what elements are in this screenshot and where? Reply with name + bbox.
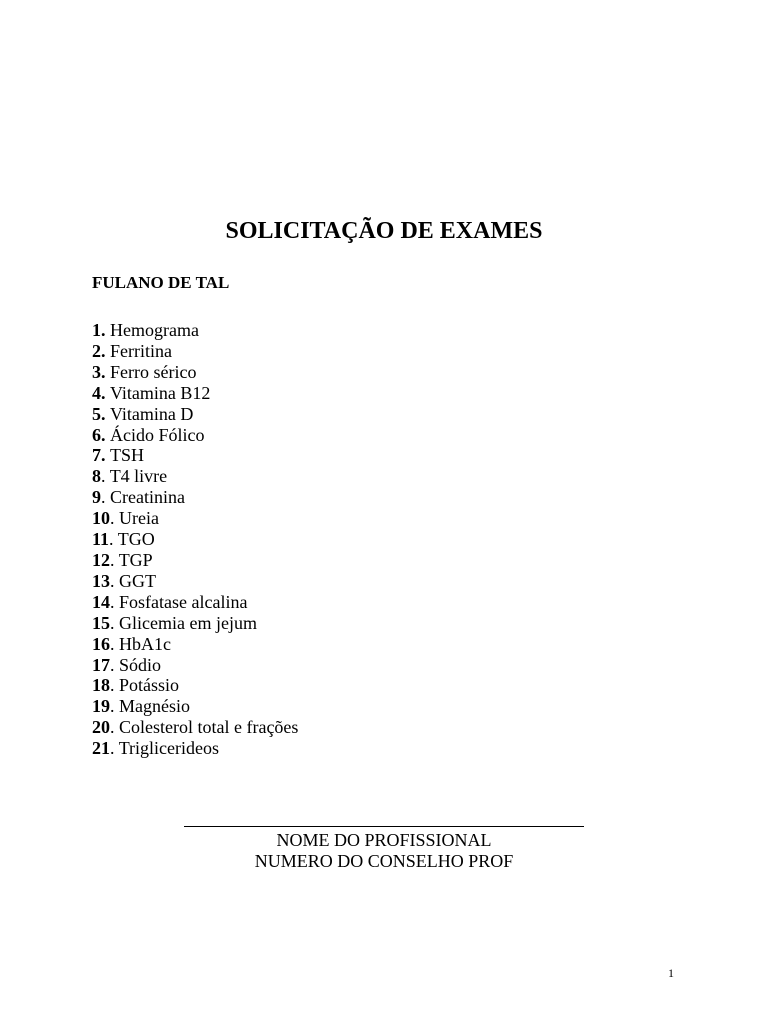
exam-separator: . — [110, 508, 119, 529]
exam-number: 1 — [92, 320, 101, 340]
exam-item — [92, 425, 298, 446]
exam-item — [92, 675, 298, 696]
exam-separator: . — [101, 466, 110, 487]
professional-name: NOME DO PROFISSIONAL — [276, 830, 492, 850]
exam-name: Fosfatase alcalina — [119, 591, 248, 612]
exam-name: Vitamina B12 — [110, 382, 211, 403]
exam-name: GGT — [119, 570, 156, 591]
page-title: SOLICITAÇÃO DE EXAMES — [225, 218, 543, 244]
exam-name: Sódio — [119, 654, 162, 675]
council-number: NUMERO DO CONSELHO PROF — [254, 851, 514, 871]
exam-separator: . — [101, 320, 110, 340]
exam-separator: . — [110, 696, 119, 717]
exam-separator: . — [101, 340, 110, 361]
exam-item — [92, 445, 298, 466]
exam-name: Colesterol total e frações — [119, 717, 299, 738]
exam-number: 17 — [92, 654, 110, 675]
exam-item — [92, 404, 298, 425]
page-number: 1 — [668, 966, 674, 980]
exam-separator: . — [109, 529, 118, 550]
exam-number: 21 — [92, 738, 110, 759]
exam-number: 6 — [92, 424, 101, 445]
exam-name: TGO — [117, 529, 155, 550]
exam-name: Ferro sérico — [110, 361, 197, 382]
exam-name: Creatinina — [110, 487, 185, 508]
exam-separator: . — [110, 717, 119, 738]
exam-number: 2 — [92, 340, 101, 361]
exam-item — [92, 696, 298, 717]
exam-number: 5 — [92, 403, 101, 424]
exam-separator: . — [101, 424, 110, 445]
exam-number: 12 — [92, 549, 110, 570]
exam-item — [92, 320, 298, 341]
exam-name: Glicemia em jejum — [119, 612, 257, 633]
exam-item — [92, 738, 298, 759]
exam-separator: . — [110, 633, 119, 654]
exam-item — [92, 613, 298, 634]
exam-number: 13 — [92, 570, 110, 591]
exam-separator: . — [110, 549, 119, 570]
exam-number: 18 — [92, 675, 110, 696]
exam-item — [92, 466, 298, 487]
exam-name: Ácido Fólico — [110, 424, 205, 445]
exam-name: Ureia — [119, 508, 159, 529]
exam-number: 9 — [92, 487, 101, 508]
exam-separator: . — [110, 612, 119, 633]
exam-number: 10 — [92, 508, 110, 529]
exam-separator: . — [101, 382, 110, 403]
exam-item — [92, 550, 298, 571]
exam-separator: . — [110, 738, 119, 759]
exam-number: 20 — [92, 717, 110, 738]
exam-name: Hemograma — [110, 320, 199, 340]
exam-item — [92, 717, 298, 738]
exam-item — [92, 529, 298, 550]
exam-item — [92, 508, 298, 529]
exam-item — [92, 634, 298, 655]
exam-separator: . — [101, 445, 110, 466]
exam-item — [92, 383, 298, 404]
exam-separator: . — [110, 675, 119, 696]
exam-name: Magnésio — [119, 696, 190, 717]
exam-number: 16 — [92, 633, 110, 654]
exam-number: 14 — [92, 591, 110, 612]
exam-number: 3 — [92, 361, 101, 382]
exam-number: 19 — [92, 696, 110, 717]
exam-item — [92, 341, 298, 362]
exam-name: Ferritina — [110, 340, 172, 361]
exam-number: 7 — [92, 445, 101, 466]
exam-separator: . — [110, 591, 119, 612]
exam-separator: . — [110, 654, 119, 675]
exam-item — [92, 487, 298, 508]
exam-separator: . — [101, 361, 110, 382]
exam-name: T4 livre — [109, 466, 168, 487]
exam-number: 8 — [92, 466, 101, 487]
exam-separator: . — [101, 403, 110, 424]
exam-item — [92, 655, 298, 676]
exam-list — [92, 320, 298, 759]
exam-name: TGP — [118, 549, 153, 570]
exam-name: TSH — [110, 445, 145, 466]
exam-number: 11 — [92, 529, 110, 550]
exam-number: 15 — [92, 612, 110, 633]
signature-line — [184, 826, 584, 827]
exam-item — [92, 592, 298, 613]
exam-item — [92, 571, 298, 592]
exam-number: 4 — [92, 382, 101, 403]
exam-name: Vitamina D — [110, 403, 194, 424]
exam-item — [92, 362, 298, 383]
signature-block — [184, 826, 584, 872]
exam-separator: . — [110, 570, 119, 591]
exam-name: Triglicerideos — [118, 738, 220, 759]
patient-name: FULANO DE TAL — [92, 273, 230, 292]
exam-separator: . — [101, 487, 110, 508]
exam-name: Potássio — [119, 675, 180, 696]
exam-name: HbA1c — [119, 633, 171, 654]
